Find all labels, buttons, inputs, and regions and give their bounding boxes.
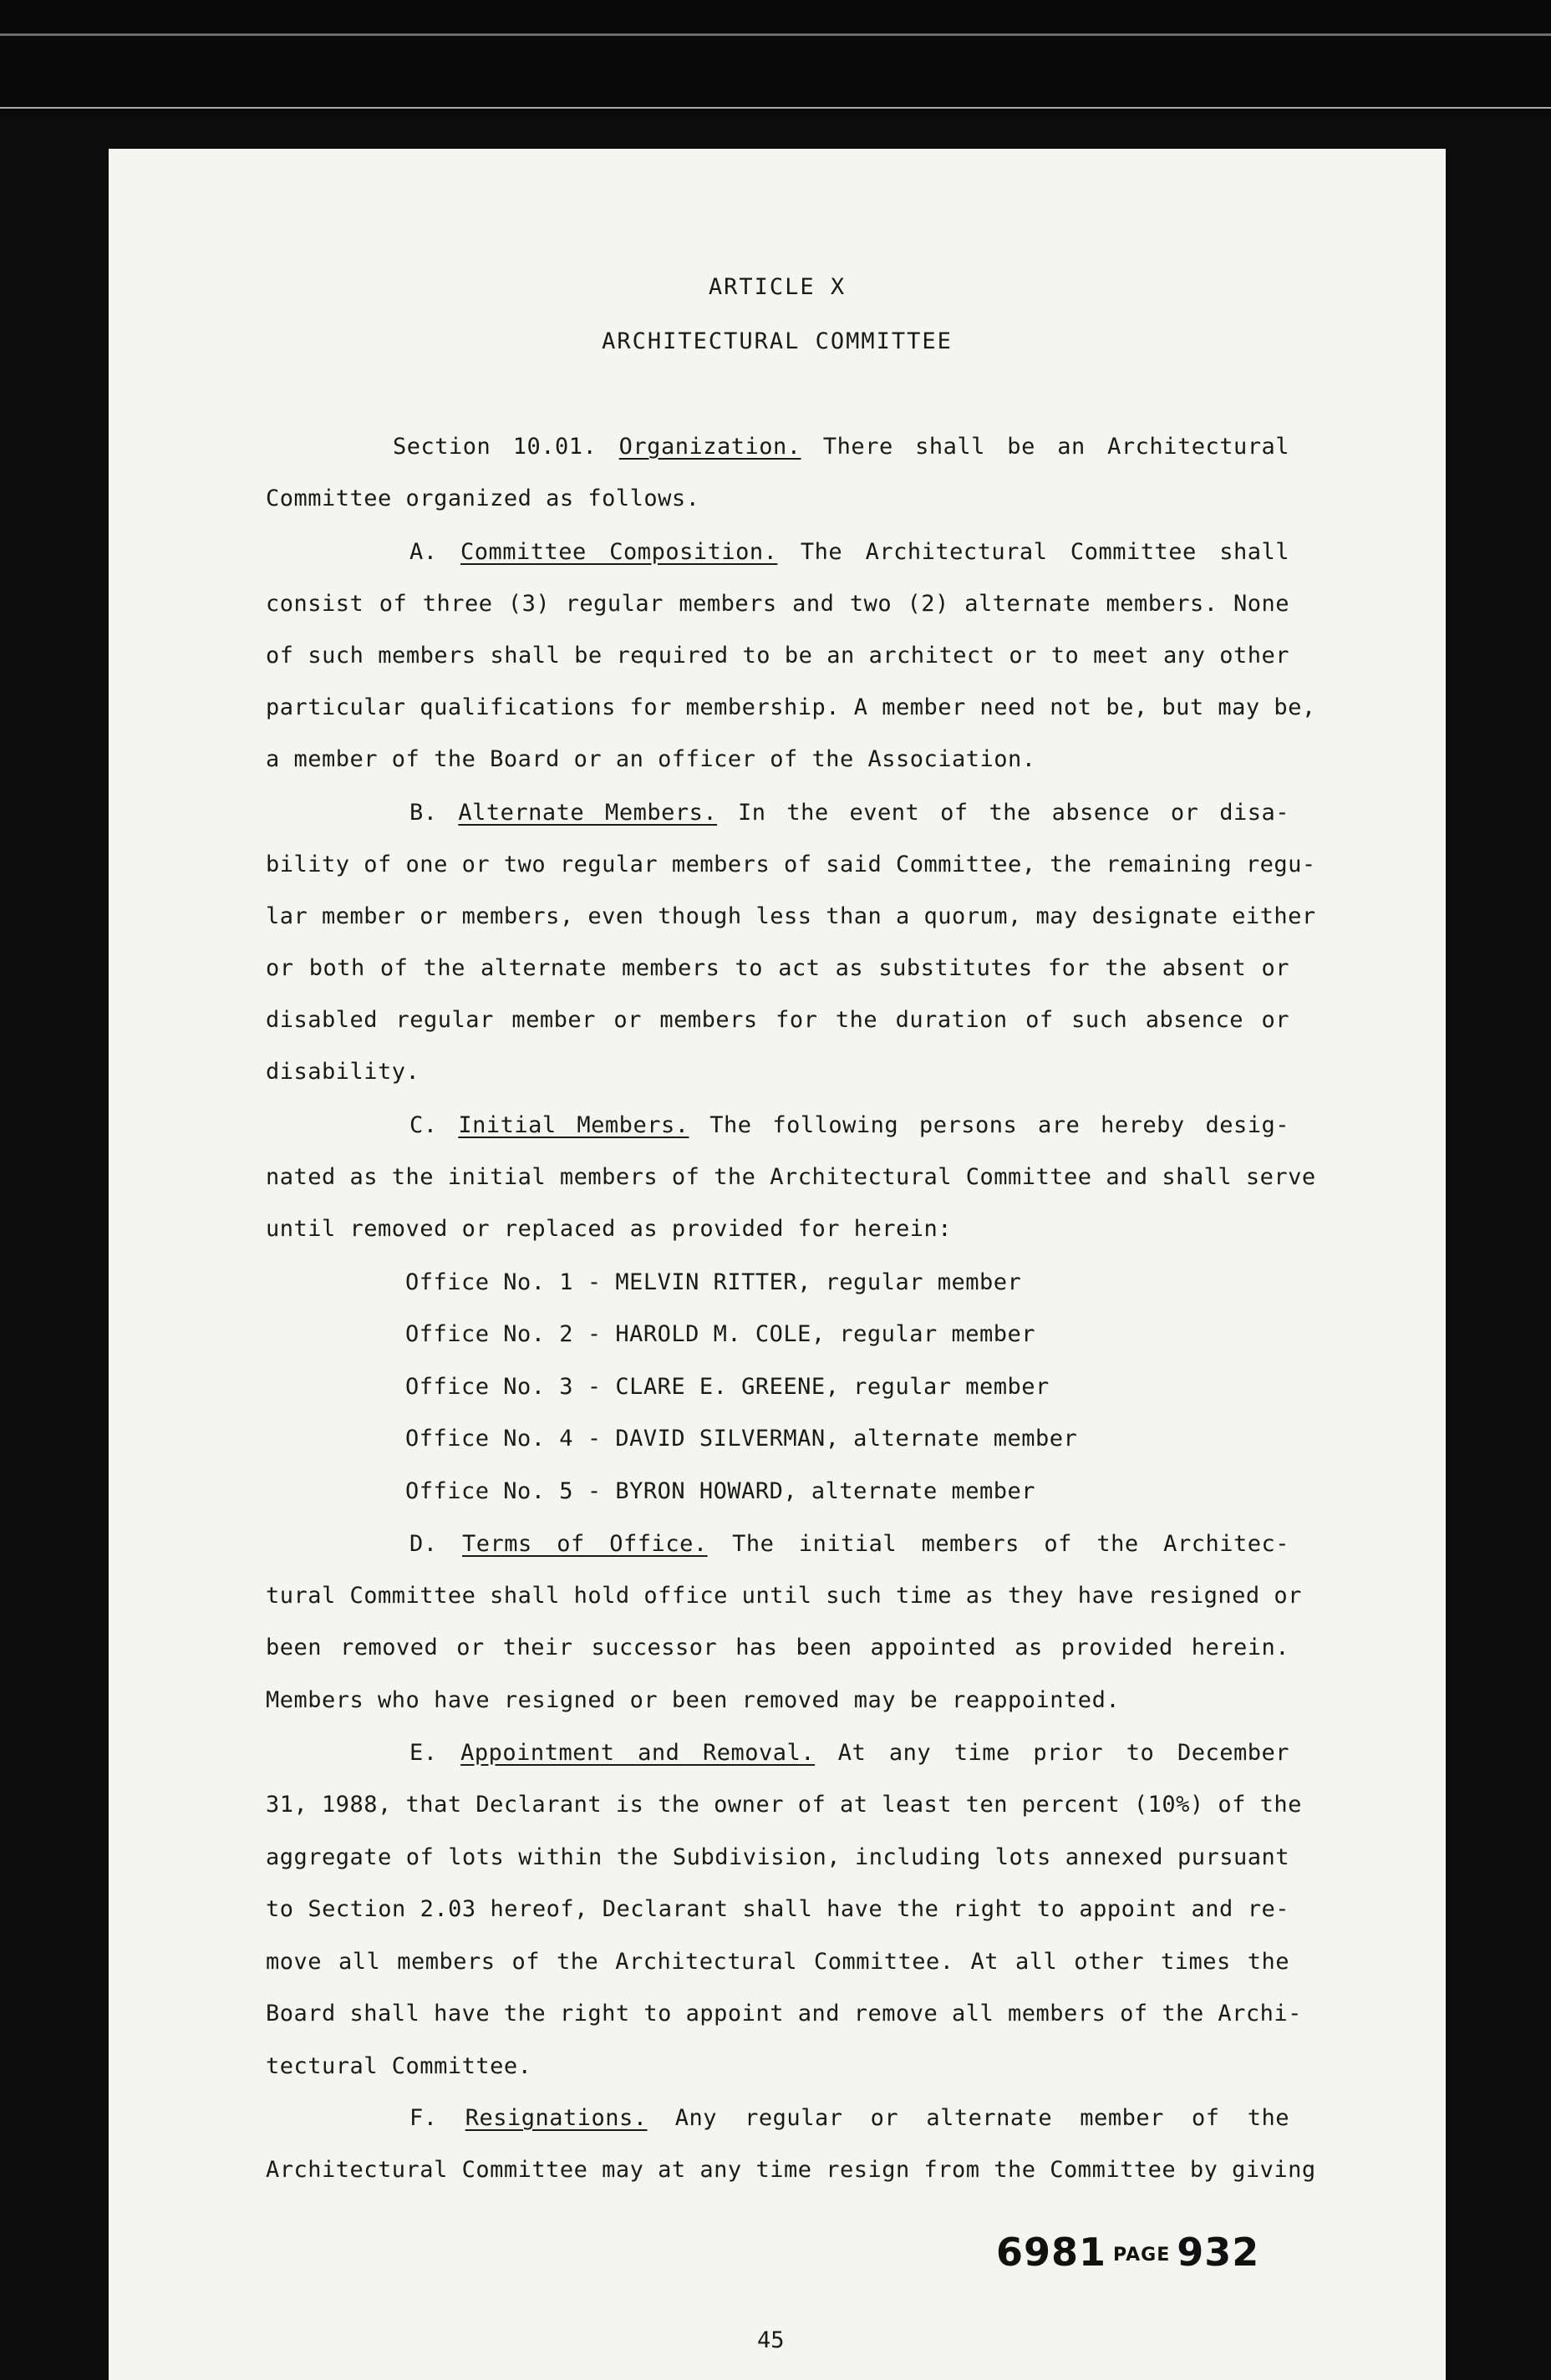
subsection-heading: Alternate Members. bbox=[458, 800, 718, 826]
paragraph-line: tectural Committee. bbox=[266, 2053, 532, 2079]
subsection-b-heading-line bbox=[409, 799, 1289, 827]
subsection-letter: C. bbox=[409, 1112, 438, 1138]
paragraph-line: a member of the Board or an officer of the Association. bbox=[266, 746, 1036, 772]
paragraph-line: or both of the alternate members to act as substitutes for the absent or bbox=[266, 955, 1289, 981]
subsection-heading: Initial Members. bbox=[458, 1112, 689, 1138]
scan-border-top bbox=[0, 0, 1551, 117]
scan-line bbox=[0, 33, 1551, 36]
paragraph-line: tural Committee shall hold office until such time as they have resigned or bbox=[266, 1583, 1302, 1609]
paragraph-line: Architectural Committee may at any time resign from the Committee by giving bbox=[266, 2157, 1316, 2183]
paragraph-line: Members who have resigned or been removed may be reappointed. bbox=[266, 1687, 1121, 1713]
paragraph-line: been removed or their successor has been appointed as provided herein. bbox=[266, 1635, 1289, 1660]
subsection-heading: Appointment and Removal. bbox=[460, 1740, 816, 1766]
paragraph-line: Board shall have the right to appoint and remove all members of the Archi- bbox=[266, 2001, 1302, 2027]
section-heading-line bbox=[393, 433, 1289, 461]
subsection-text: Any regular or alternate member of the bbox=[674, 2105, 1289, 2131]
paragraph-line: until removed or replaced as provided for herein: bbox=[266, 1216, 953, 1242]
office-entry: Office No. 4 - DAVID SILVERMAN, alternate member bbox=[405, 1426, 1078, 1452]
subsection-text: At any time prior to December bbox=[837, 1740, 1289, 1766]
subsection-text: The Architectural Committee shall bbox=[800, 539, 1289, 565]
subsection-letter: D. bbox=[409, 1531, 438, 1557]
paragraph-line: disability. bbox=[266, 1059, 420, 1085]
subsection-heading: Terms of Office. bbox=[462, 1531, 708, 1557]
subsection-heading: Resignations. bbox=[465, 2105, 648, 2131]
office-entry: Office No. 3 - CLARE E. GREENE, regular member bbox=[405, 1374, 1050, 1400]
office-entry: Office No. 1 - MELVIN RITTER, regular member bbox=[405, 1269, 1022, 1295]
page-number: 45 bbox=[757, 2327, 785, 2353]
subsection-text: In the event of the absence or disa- bbox=[737, 800, 1289, 826]
paragraph-line: move all members of the Architectural Committee. At all other times the bbox=[266, 1949, 1289, 1975]
paragraph-line: lar member or members, even though less than a quorum, may designate either bbox=[266, 903, 1316, 929]
paragraph-line: consist of three (3) regular members and two (2) alternate members. None bbox=[266, 591, 1289, 617]
office-entry: Office No. 2 - HAROLD M. COLE, regular member bbox=[405, 1321, 1035, 1347]
subsection-letter: B. bbox=[409, 800, 438, 826]
stamp-book: 6981 bbox=[996, 2230, 1107, 2275]
subsection-a-heading-line bbox=[409, 538, 1289, 567]
paragraph-line: nated as the initial members of the Architectural Committee and shall serve bbox=[266, 1164, 1316, 1190]
scan-line bbox=[0, 107, 1551, 109]
subsection-e-heading-line bbox=[409, 1739, 1289, 1767]
document-page bbox=[109, 149, 1446, 2380]
section-number: Section 10.01. bbox=[393, 434, 598, 460]
subsection-c-heading-line bbox=[409, 1111, 1289, 1140]
article-number: ARTICLE X bbox=[708, 274, 847, 300]
paragraph-line: bility of one or two regular members of said Committee, the remaining regu- bbox=[266, 852, 1316, 877]
stamp-page: 932 bbox=[1177, 2230, 1260, 2275]
paragraph-line: 31, 1988, that Declarant is the owner of at least ten percent (10%) of the bbox=[266, 1792, 1302, 1818]
subsection-text: The initial members of the Architec- bbox=[732, 1531, 1289, 1557]
paragraph-line: particular qualifications for membership. A member need not be, but may be, bbox=[266, 694, 1316, 720]
paragraph-line: of such members shall be required to be an architect or to meet any other bbox=[266, 643, 1289, 669]
subsection-text: The following persons are hereby desig- bbox=[709, 1112, 1289, 1138]
stamp-label: PAGE bbox=[1113, 2245, 1171, 2266]
recording-stamp bbox=[996, 2230, 1259, 2275]
office-entry: Office No. 5 - BYRON HOWARD, alternate member bbox=[405, 1478, 1035, 1504]
section-heading: Organization. bbox=[618, 434, 801, 460]
paragraph-line: Committee organized as follows. bbox=[266, 486, 700, 511]
subsection-d-heading-line bbox=[409, 1530, 1289, 1559]
article-title: ARCHITECTURAL COMMITTEE bbox=[602, 328, 953, 354]
paragraph-line: disabled regular member or members for the duration of such absence or bbox=[266, 1007, 1289, 1033]
subsection-f-heading-line bbox=[409, 2104, 1289, 2133]
subsection-letter: E. bbox=[409, 1740, 438, 1766]
section-text: There shall be an Architectural bbox=[822, 434, 1289, 460]
paragraph-line: to Section 2.03 hereof, Declarant shall have the right to appoint and re- bbox=[266, 1896, 1289, 1922]
paragraph-line: aggregate of lots within the Subdivision, including lots annexed pursuant bbox=[266, 1844, 1289, 1870]
subsection-letter: F. bbox=[409, 2105, 438, 2131]
subsection-heading: Committee Composition. bbox=[460, 539, 778, 565]
subsection-letter: A. bbox=[409, 539, 438, 565]
